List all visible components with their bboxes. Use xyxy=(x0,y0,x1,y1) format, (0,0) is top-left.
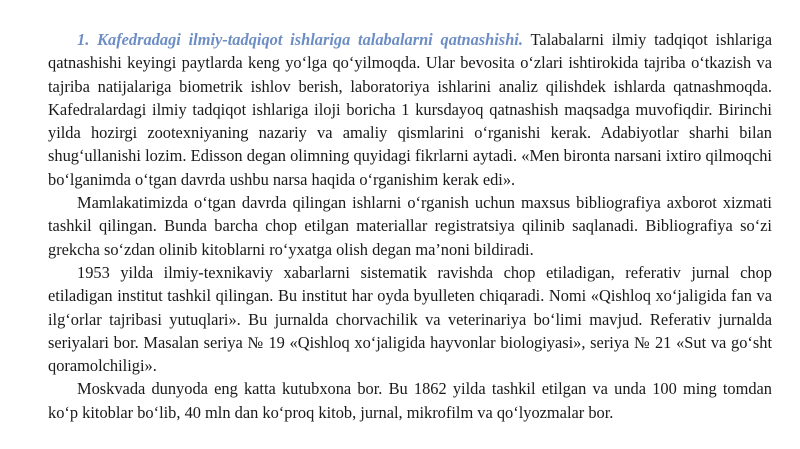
section-heading: 1. Kafedradagi ilmiy-tadqiqot ishlariga talabalarni qatnashishi. xyxy=(77,30,523,49)
paragraph-1-text: Talabalarni ilmiy tadqiqot ishlariga qatnashishi keyingi paytlarda keng yo‘lga qo‘yilmoqda. Ular bevosita o‘zlari ishtirokida tajriba o‘tkazish va tajriba natijalariga biometrik ishlov berish, laboratoriya ishlarini analiz qilishdek ishlarda qatnashmoqda. Kafedralardagi ilmiy tadqiqot ishlariga iloji boricha 1 kursdayoq qatnashish maqsadga muvofiqdir. Birinchi yilda hozirgi zootexniyaning nazariy va amaliy qismlarini o‘rganishi kerak. Adabiyotlar sharhi bilan shug‘ullanishi lozim. Edisson degan olimning quyidagi fikrlarni aytadi. «Men bironta narsani ixtiro qilmoqchi bo‘lganimda o‘tgan davrda ushbu narsa haqida o‘rganishim kerak edi». xyxy=(48,30,772,189)
paragraph-2: Mamlakatimizda o‘tgan davrda qilingan ishlarni o‘rganish uchun maxsus bibliografiya axborot xizmati tashkil qilingan. Bunda barcha chop etilgan materiallar registratsiya qilinib saqlanadi. Bibliografiya so‘zi grekcha so‘zdan olinib kitoblarni ro‘yxatga olish degan ma’noni bildiradi. xyxy=(48,193,772,259)
paragraph-1 xyxy=(48,28,772,191)
paragraph-3: 1953 yilda ilmiy-texnikaviy xabarlarni sistematik ravishda chop etiladigan, referativ jurnal chop etiladigan institut tashkil qilingan. Bu institut har oyda byulleten chiqaradi. Nomi «Qishloq xo‘jaligida fan va ilg‘orlar tajribasi yutuqlari». Bu jurnalda chorvachilik va veterinariya bo‘limi mavjud. Referativ jurnalda seriyalari bor. Masalan seriya № 19 «Qishloq xo‘jaligida hayvonlar biologiyasi», seriya № 21 «Sut va go‘sht qoramolchiligi». xyxy=(48,262,772,376)
paragraph-4: Moskvada dunyoda eng katta kutubxona bor. Bu 1862 yilda tashkil etilgan va unda 100 ming tomdan ko‘p kitoblar bo‘lib, 40 mln dan ko‘proq kitob, jurnal, mikrofilm va qo‘lyozmalar bor. xyxy=(48,379,772,422)
